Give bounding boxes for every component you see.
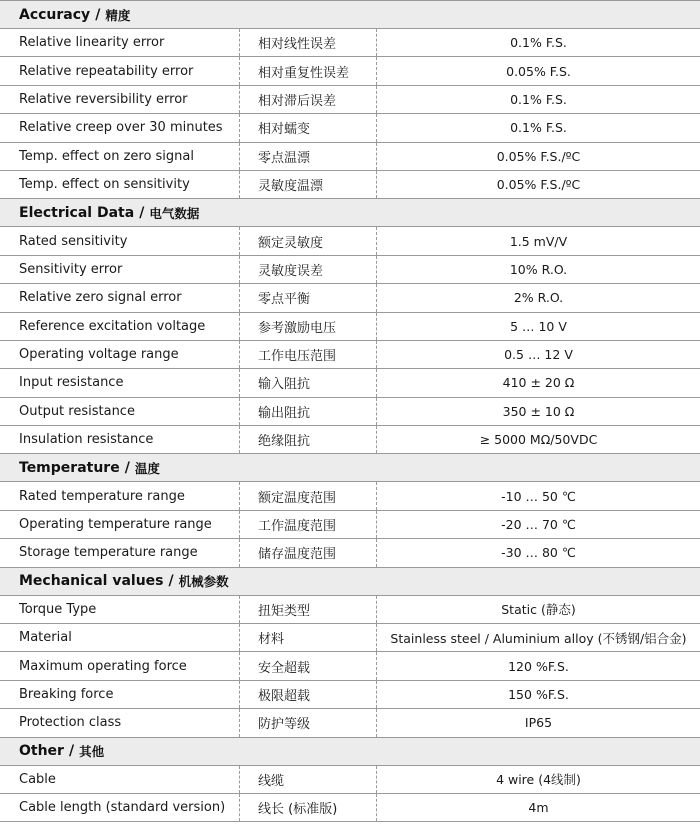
table-row xyxy=(0,624,700,652)
param-value: -20 … 70 ℃ xyxy=(501,517,576,533)
param-value: 120 %F.S. xyxy=(508,658,569,674)
param-name-en: Output resistance xyxy=(0,398,240,425)
table-row xyxy=(0,511,700,539)
section-separator: / xyxy=(139,204,145,221)
param-name-en: Storage temperature range xyxy=(0,539,240,566)
param-name-cn: 额定灵敏度 xyxy=(240,227,377,254)
param-name-cn: 零点平衡 xyxy=(240,284,377,311)
param-name-cn: 灵敏度误差 xyxy=(240,256,377,283)
param-value: 10% R.O. xyxy=(509,261,568,277)
param-value: 150 %F.S. xyxy=(508,687,569,702)
param-name-en: Relative linearity error xyxy=(0,29,240,56)
section-header-electrical-data xyxy=(0,199,700,227)
param-value: 0.05% F.S. xyxy=(506,63,571,79)
param-value: 0.05% F.S./ºC xyxy=(496,177,581,193)
table-row xyxy=(0,539,700,567)
section-header-temperature xyxy=(0,454,700,482)
param-name-cn: 线长 (标准版) xyxy=(240,794,377,821)
table-row xyxy=(0,114,700,142)
param-name-cn: 扭矩类型 xyxy=(240,596,377,623)
param-name-en: Sensitivity error xyxy=(0,256,240,283)
param-name-cn: 灵敏度温漂 xyxy=(240,171,377,198)
param-name-cn: 储存温度范围 xyxy=(240,539,377,566)
param-value: 4m xyxy=(528,800,549,816)
table-row xyxy=(0,596,700,624)
table-row xyxy=(0,171,700,199)
table-row xyxy=(0,284,700,312)
param-value: IP65 xyxy=(524,715,553,731)
param-name-en: Relative zero signal error xyxy=(0,284,240,311)
param-name-en: Operating voltage range xyxy=(0,341,240,368)
section-separator: / xyxy=(168,573,174,590)
param-value: 0.1% F.S. xyxy=(510,91,567,107)
table-row xyxy=(0,227,700,255)
param-name-en: Reference excitation voltage xyxy=(0,313,240,340)
param-value: 4 wire (4线制) xyxy=(496,772,581,788)
param-name-en: Cable length (standard version) xyxy=(0,794,240,821)
table-row xyxy=(0,313,700,341)
param-value: 410 ± 20 Ω xyxy=(502,375,575,391)
param-name-en: Operating temperature range xyxy=(0,511,240,538)
section-title-en: Accuracy xyxy=(19,6,91,23)
param-name-en: Relative repeatability error xyxy=(0,57,240,84)
param-name-cn: 输出阻抗 xyxy=(240,398,377,425)
table-row xyxy=(0,398,700,426)
param-value: 0.1% F.S. xyxy=(510,35,567,51)
param-name-en: Torque Type xyxy=(0,596,240,623)
param-value: -10 … 50 ℃ xyxy=(501,488,576,504)
param-value: -30 … 80 ℃ xyxy=(501,545,576,561)
section-separator: / xyxy=(124,459,130,476)
param-name-en: Protection class xyxy=(0,709,240,736)
section-header-mechanical-values xyxy=(0,568,700,596)
table-row xyxy=(0,86,700,114)
table-row xyxy=(0,29,700,57)
section-title-cn: 温度 xyxy=(134,460,160,476)
param-name-en: Temp. effect on zero signal xyxy=(0,143,240,170)
param-value: 350 ± 10 Ω xyxy=(502,403,575,419)
section-title-en: Electrical Data xyxy=(19,204,135,221)
param-name-en: Maximum operating force xyxy=(0,652,240,679)
param-name-en: Input resistance xyxy=(0,369,240,396)
table-row xyxy=(0,709,700,737)
table-row xyxy=(0,426,700,454)
table-row xyxy=(0,482,700,510)
param-value: 2% R.O. xyxy=(513,290,564,306)
param-name-cn: 安全超载 xyxy=(240,652,377,679)
table-row xyxy=(0,652,700,680)
section-title-cn: 电气数据 xyxy=(149,205,200,221)
param-name-cn: 输入阻抗 xyxy=(240,369,377,396)
section-title-en: Temperature xyxy=(19,459,120,476)
section-title-cn: 其他 xyxy=(79,744,105,760)
table-row xyxy=(0,766,700,794)
table-row xyxy=(0,681,700,709)
param-value: 0.05% F.S./ºC xyxy=(496,148,581,164)
param-name-cn: 相对滞后误差 xyxy=(240,86,377,113)
table-row xyxy=(0,143,700,171)
param-name-cn: 极限超载 xyxy=(240,681,377,708)
table-row xyxy=(0,794,700,822)
param-name-cn: 相对重复性误差 xyxy=(240,57,377,84)
param-value: 0.1% F.S. xyxy=(510,120,567,136)
section-separator: / xyxy=(68,743,75,760)
param-name-cn: 参考激励电压 xyxy=(240,313,377,340)
param-name-cn: 线缆 xyxy=(240,766,377,793)
section-title-en: Mechanical values xyxy=(19,573,164,590)
param-name-cn: 相对线性误差 xyxy=(240,29,377,56)
param-value: 1.5 mV/V xyxy=(509,233,568,249)
param-value: Stainless steel / Aluminium alloy (不锈钢/铝合金) xyxy=(390,630,687,646)
section-header-accuracy xyxy=(0,1,700,29)
param-name-en: Relative reversibility error xyxy=(0,86,240,113)
param-name-en: Insulation resistance xyxy=(0,426,240,453)
param-name-en: Material xyxy=(0,624,240,651)
param-name-en: Rated sensitivity xyxy=(0,227,240,254)
table-row xyxy=(0,369,700,397)
section-title-en: Other xyxy=(19,743,64,760)
param-name-en: Rated temperature range xyxy=(0,482,240,509)
section-title-cn: 精度 xyxy=(105,7,131,23)
table-row xyxy=(0,57,700,85)
section-separator: / xyxy=(95,6,101,23)
param-name-cn: 相对蠕变 xyxy=(240,114,377,141)
table-row xyxy=(0,341,700,369)
param-name-en: Relative creep over 30 minutes xyxy=(0,114,240,141)
param-value: Static (静态) xyxy=(501,602,576,618)
param-name-cn: 绝缘阻抗 xyxy=(240,426,377,453)
param-name-en: Breaking force xyxy=(0,681,240,708)
section-title-cn: 机械参数 xyxy=(178,574,229,590)
param-value: ≥ 5000 MΩ/50VDC xyxy=(479,432,598,448)
param-value: 0.5 … 12 V xyxy=(504,347,573,363)
param-name-cn: 材料 xyxy=(240,624,377,651)
param-name-cn: 零点温漂 xyxy=(240,143,377,170)
param-name-cn: 额定温度范围 xyxy=(240,482,377,509)
param-name-cn: 工作温度范围 xyxy=(240,511,377,538)
param-name-cn: 防护等级 xyxy=(240,709,377,736)
param-name-cn: 工作电压范围 xyxy=(240,341,377,368)
param-value: 5 … 10 V xyxy=(510,318,567,334)
table-row xyxy=(0,256,700,284)
param-name-en: Cable xyxy=(0,766,240,793)
param-name-en: Temp. effect on sensitivity xyxy=(0,171,240,198)
section-header-other xyxy=(0,738,700,766)
